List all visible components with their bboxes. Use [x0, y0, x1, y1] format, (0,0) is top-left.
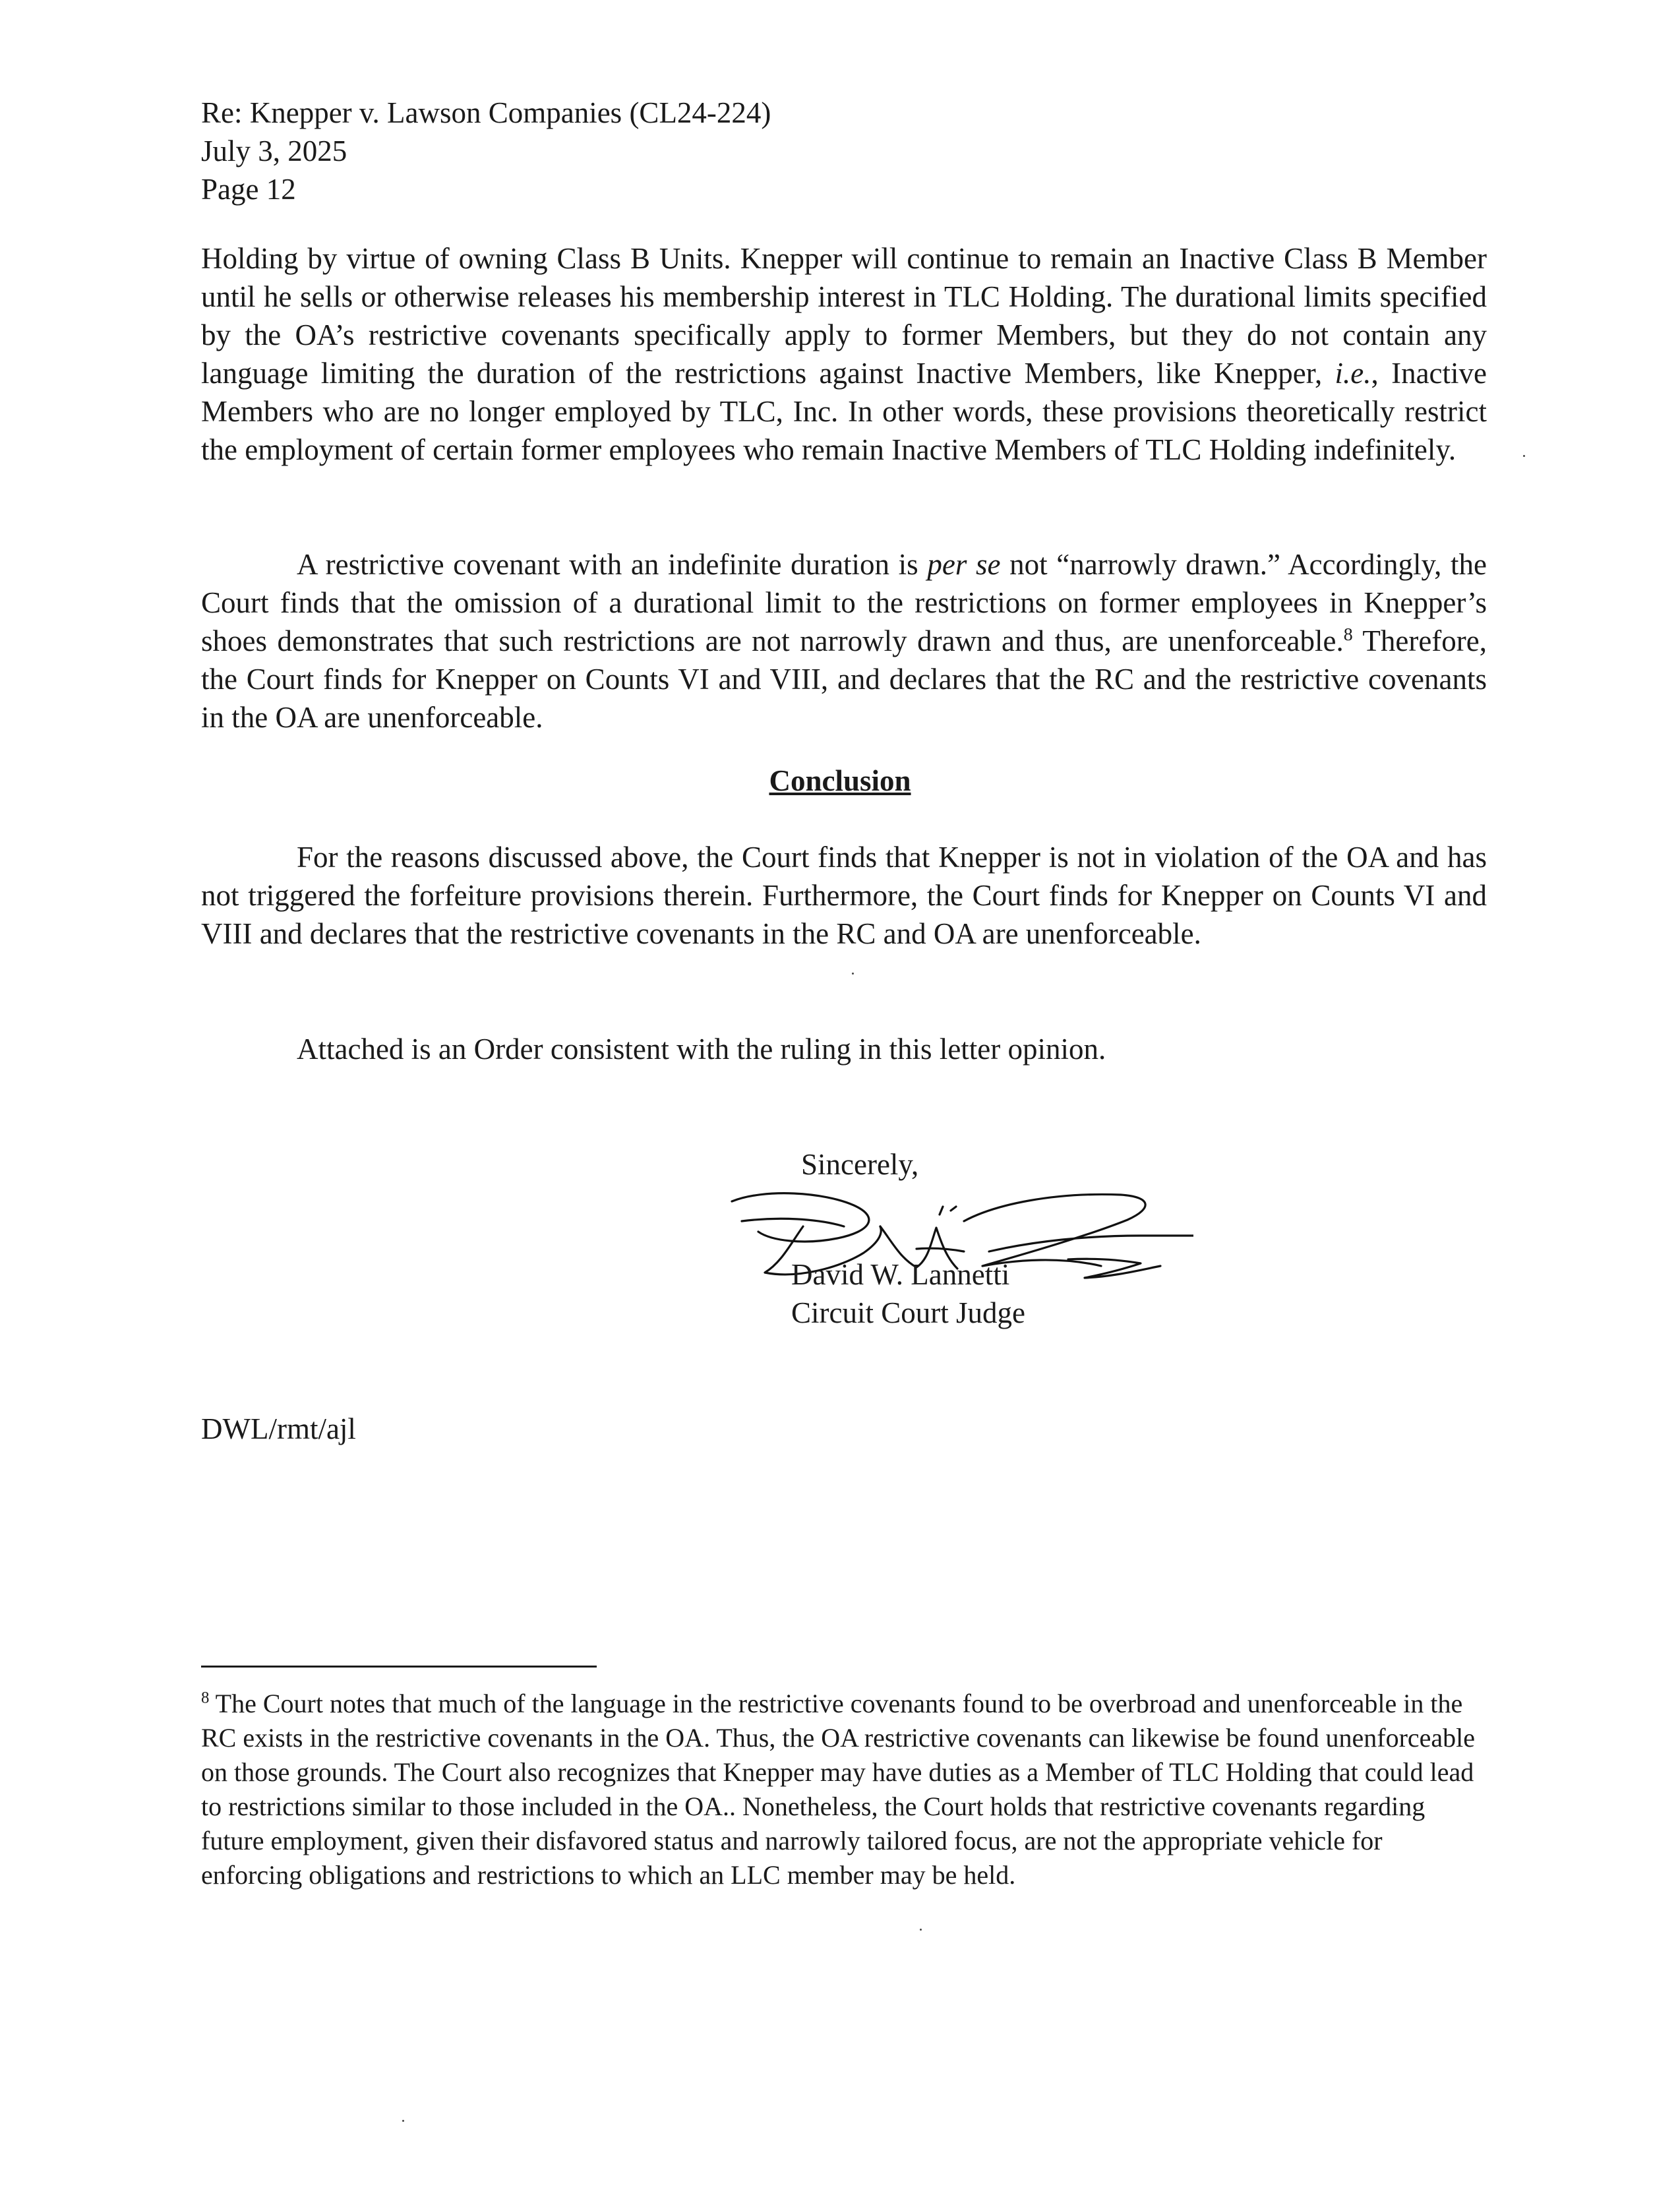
page-number: Page 12	[201, 173, 296, 206]
footnote-marker: 8	[201, 1689, 210, 1707]
scan-speck	[920, 1929, 922, 1931]
per-se-italic: per se	[927, 548, 1001, 581]
case-reference: Re: Knepper v. Lawson Companies (CL24-224)	[201, 96, 771, 129]
footnote-reference: 8	[1343, 624, 1353, 645]
paragraph-attached-order: Attached is an Order consistent with the ruling in this letter opinion.	[297, 1033, 1106, 1066]
signature-block	[791, 1255, 1025, 1332]
scan-speck	[852, 973, 854, 975]
signer-title: Circuit Court Judge	[791, 1296, 1025, 1329]
footnote-text: The Court notes that much of the language in the restrictive covenants found to be overbroad and unenforceable in the RC exists in the restrictive covenants in the OA. Thus, the OA restrictive covenants can likewise be found unenforceable on those grounds. The Court also recognizes that Knepper may have duties as a Member of TLC Holding that could lead to restrictions similar to those included in the OA.. Nonetheless, the Court holds that restrictive covenants regarding future employment, given their disfavored status and narrowly tailored focus, are not the appropriate vehicle for enforcing obligations and restrictions to which an LLC member may be held.	[201, 1689, 1476, 1890]
footnote-divider	[201, 1666, 597, 1668]
typist-initials: DWL/rmt/ajl	[201, 1412, 356, 1445]
footnote-8	[201, 1687, 1487, 1892]
signer-name: David W. Lannetti	[791, 1258, 1010, 1291]
paragraph-inactive-members: Holding by virtue of owning Class B Units. Knepper will continue to remain an Inactive Class B Member until he sells or otherwise releases his membership interest in TLC Holding. The durational limits specified by the OA’s restrictive covenants specifically apply to former Members, but they do not contain any language limiting the duration of the restrictions against Inactive Members, like Knepper, i.e., Inactive Members who are no longer employed by TLC, Inc. In other words, these provisions theoretically restrict the employment of certain former employees who remain Inactive Members of TLC Holding indefinitely.	[201, 242, 1487, 466]
closing-salutation: Sincerely,	[801, 1148, 919, 1181]
ie-abbreviation: i.e.	[1335, 357, 1371, 390]
letter-header	[201, 94, 1487, 208]
scan-speck	[1523, 455, 1525, 457]
conclusion-heading: Conclusion	[769, 764, 911, 797]
scan-speck	[402, 2120, 404, 2122]
paragraph-conclusion: For the reasons discussed above, the Court finds that Knepper is not in violation of the OA and has not triggered the forfeiture provisions therein. Furthermore, the Court finds for Knepper on Counts VI and VIII and declares that the restrictive covenants in the RC and OA are unenforceable.	[201, 841, 1487, 950]
letter-date: July 3, 2025	[201, 135, 347, 167]
paragraph-indefinite-duration: A restrictive covenant with an indefinite duration is per se not “narrowly drawn.” Accordingly, the Court finds that the omission of a durational limit to the restrictions on former employees in Knepper’s shoes demonstrates that such restrictions are not narrowly drawn and thus, are unenforceable.$^8$ Therefore, the Court finds for Knepper on Counts VI and VIII, and declares that the RC and the restrictive covenants in the OA are unenforceable.	[201, 548, 1487, 734]
